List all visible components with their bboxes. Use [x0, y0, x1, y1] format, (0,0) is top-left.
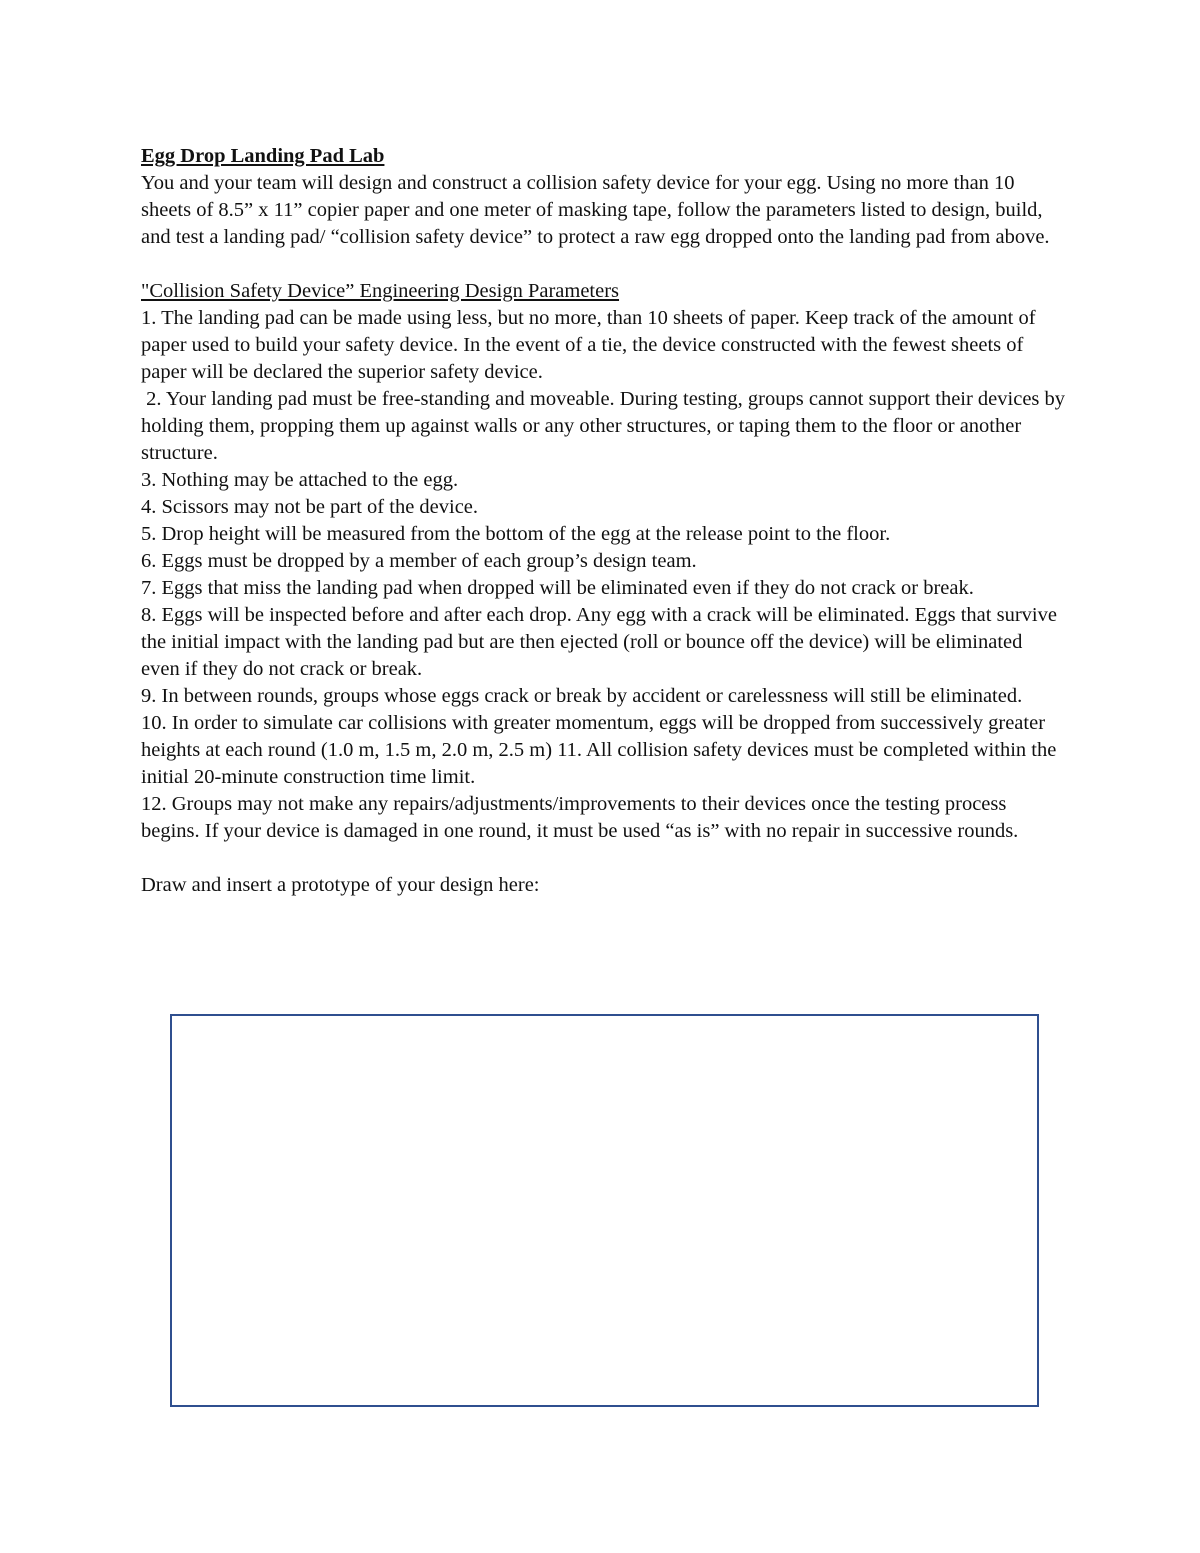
paragraph-spacer-2 — [141, 845, 1066, 872]
parameter-item-8: 8. Eggs will be inspected before and after each drop. Any egg with a crack will be eliminated. Eggs that survive the initial impact with the landing pad but are then ejected (roll or bounce off the device) will be eliminated even if they do not crack or break. — [141, 604, 1057, 680]
parameter-item-6: 6. Eggs must be dropped by a member of each group’s design team. — [141, 550, 697, 572]
document-title: Egg Drop Landing Pad Lab — [141, 145, 385, 167]
parameters-heading: "Collision Safety Device” Engineering Design Parameters — [141, 280, 620, 302]
parameter-item-10: 10. In order to simulate car collisions with greater momentum, eggs will be dropped from successively greater heights at each round (1.0 m, 1.5 m, 2.0 m, 2.5 m) 11. All collision safety devices must be completed within the initial 20-minute construction time limit. — [141, 712, 1057, 788]
parameter-item-12: 12. Groups may not make any repairs/adjustments/improvements to their devices once the testing process begins. If your device is damaged in one round, it must be used “as is” with no repair in successive rounds. — [141, 793, 1019, 842]
parameter-item-7: 7. Eggs that miss the landing pad when dropped will be eliminated even if they do not crack or break. — [141, 577, 974, 599]
parameters-list — [141, 305, 1071, 845]
drawing-prompt: Draw and insert a prototype of your design here: — [141, 874, 540, 896]
parameter-item-1: 1. The landing pad can be made using less, but no more, than 10 sheets of paper. Keep track of the amount of paper used to build your safety device. In the event of a tie, the device constructed with the fewest sheets of paper will be declared the superior safety device. — [141, 307, 1036, 383]
parameter-item-4: 4. Scissors may not be part of the device. — [141, 496, 479, 518]
parameter-item-2: 2. Your landing pad must be free-standing and moveable. During testing, groups cannot support their devices by holding them, propping them up against walls or any other structures, or taping them to the floor or another structure. — [141, 388, 1071, 464]
parameter-item-5: 5. Drop height will be measured from the bottom of the egg at the release point to the floor. — [141, 523, 891, 545]
intro-paragraph: You and your team will design and construct a collision safety device for your egg. Using no more than 10 sheets of 8.5” x 11” copier paper and one meter of masking tape, follow the parameters listed to design, build, and test a landing pad/ “collision safety device” to protect a raw egg dropped onto the landing pad from above. — [141, 172, 1050, 248]
prototype-drawing-area[interactable] — [170, 1014, 1039, 1407]
document-content — [141, 143, 1071, 899]
parameter-item-9: 9. In between rounds, groups whose eggs crack or break by accident or carelessness will still be eliminated. — [141, 685, 1023, 707]
paragraph-spacer — [141, 251, 1066, 278]
parameter-item-3: 3. Nothing may be attached to the egg. — [141, 469, 459, 491]
